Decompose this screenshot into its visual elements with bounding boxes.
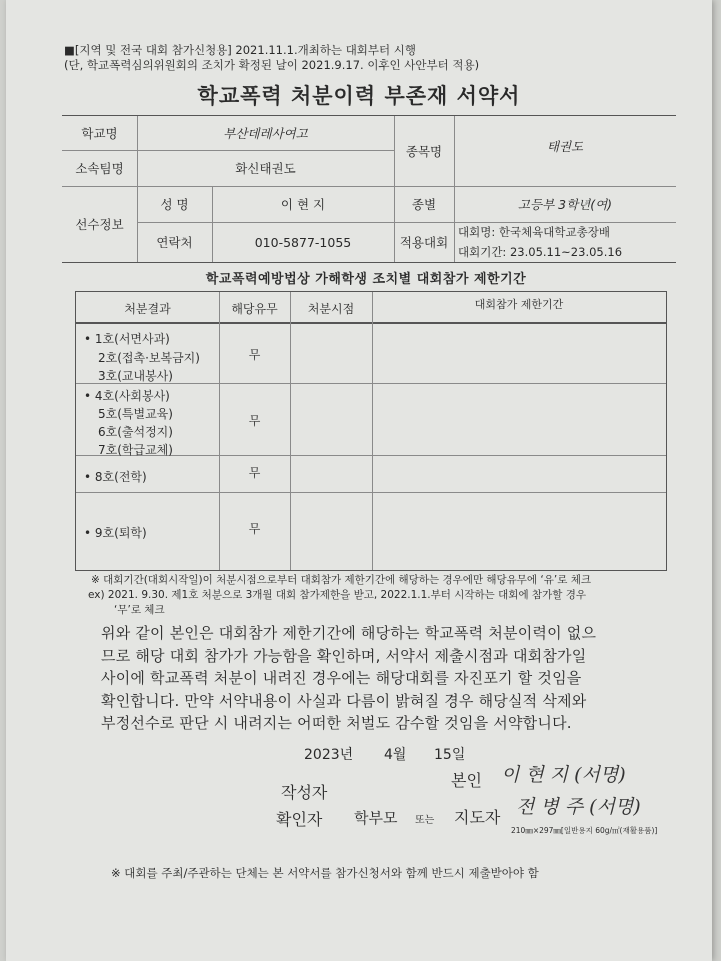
category-label: 종별: [411, 197, 437, 212]
list-item: • 9호(퇴학): [84, 526, 147, 540]
applicable-value: 무: [248, 414, 261, 428]
school-value: 부산데레사여고: [223, 126, 308, 141]
note-line-2: ex) 2021. 9.30. 제1호 처분으로 3개월 대회 참가제한을 받고, 2022.1.1.부터 시작하는 대회에 참가할 경우: [88, 589, 586, 601]
list-item: 2호(접촉·보복금지): [98, 351, 200, 365]
list-item: • 1호(서면사과): [84, 332, 170, 346]
confirmer-label: 확인자: [276, 810, 323, 829]
instructor-signature: 전 병 주 (서명): [516, 796, 641, 818]
event-label: 종목명: [405, 144, 443, 159]
grid-header-period: 대회참가 제한기간: [474, 298, 564, 311]
paper-spec: 210㎜×297㎜[일반용지 60g/㎡(재활용품)]: [511, 826, 658, 835]
team-value: 화신태권도: [235, 161, 296, 176]
grid-header-time: 처분시점: [307, 302, 355, 316]
self-label: 본인: [451, 771, 482, 790]
instructor-label: 지도자: [454, 808, 501, 827]
list-item: • 8호(전학): [84, 470, 147, 484]
pledge-line: 므로 해당 대회 참가가 가능함을 확인하며, 서약서 제출시점과 대회참가일: [101, 646, 587, 665]
pledge-line: 위와 같이 본인은 대회참가 제한기간에 해당하는 학교폭력 처분이력이 없으: [101, 624, 597, 642]
self-signature: 이 현 지 (서명): [501, 764, 626, 786]
footer-note: ※ 대회를 주최/주관하는 단체는 본 서약서를 참가신청서와 함께 반드시 제출받아야 함: [111, 866, 539, 880]
header-subnotice: (단, 학교폭력심의위원회의 조치가 확정된 날이 2021.9.17. 이후인 사안부터 적용): [64, 58, 480, 72]
competition-label: 적용대회: [399, 235, 449, 250]
contact-label: 연락처: [156, 235, 193, 250]
list-item: 7호(학급교체): [98, 443, 173, 457]
pledge-paragraph: [101, 622, 671, 735]
note-line-3: ‘무’로 체크: [114, 604, 165, 616]
applicable-value: 무: [248, 466, 261, 480]
list-item: 6호(출석정지): [98, 425, 173, 439]
pledge-line: 확인합니다. 만약 서약내용이 사실과 다름이 밝혀질 경우 해당실적 삭제와: [101, 691, 587, 710]
school-label: 학교명: [81, 126, 118, 141]
restriction-grid: [75, 291, 667, 571]
author-label: 작성자: [281, 783, 328, 802]
parent-label: 학부모: [354, 809, 398, 827]
restriction-title: 학교폭력예방법상 가해학생 조치별 대회참가 제한기간: [205, 272, 527, 287]
applicable-value: 무: [248, 348, 261, 362]
competition-period: 대회기간: 23.05.11~23.05.16: [458, 245, 623, 259]
pledge-line: 사이에 학교폭력 처분이 내려진 경우에는 해당대회를 자진포기 할 것임을: [101, 669, 582, 687]
team-label: 소속팀명: [75, 161, 124, 176]
header-notice: ■[지역 및 전국 대회 참가신청용] 2021.11.1.개최하는 대회부터 시행: [64, 43, 417, 57]
list-item: 3호(교내봉사): [98, 369, 173, 383]
contact-value: 010-5877-1055: [254, 234, 352, 250]
competition-name: 대회명: 한국체육대학교총장배: [458, 225, 610, 239]
date-month: 4월: [384, 747, 407, 763]
date-year: 2023년: [304, 747, 354, 763]
document-title: 학교폭력 처분이력 부존재 서약서: [197, 84, 521, 108]
list-item: • 4호(사회봉사): [84, 389, 170, 403]
note-line-1: ※ 대회기간(대회시작일)이 처분시점으로부터 대회참가 제한기간에 해당하는 경우에만 해당유무에 ‘유’로 체크: [91, 574, 591, 586]
name-value: 이 현 지: [280, 197, 326, 212]
document-paper: [6, 0, 712, 961]
category-value: 고등부 3학년(여): [517, 197, 613, 212]
or-label: 또는: [415, 815, 435, 826]
date-day: 15일: [434, 747, 466, 763]
athlete-label: 선수정보: [75, 217, 124, 232]
applicable-value: 무: [248, 522, 261, 536]
grid-header-applicable: 해당유무: [231, 302, 278, 316]
info-table: [62, 115, 676, 263]
list-item: 5호(특별교육): [98, 407, 173, 421]
event-value: 태권도: [546, 139, 584, 154]
name-label: 성 명: [160, 197, 189, 212]
pledge-line: 부정선수로 판단 시 내려지는 어떠한 처벌도 감수할 것임을 서약합니다.: [101, 714, 572, 732]
grid-header-result: 처분결과: [124, 302, 171, 316]
